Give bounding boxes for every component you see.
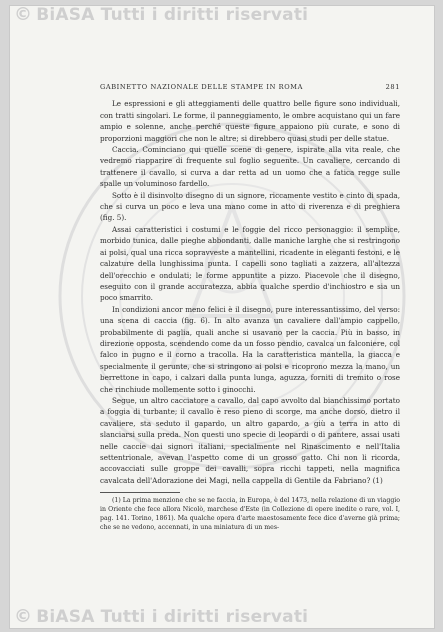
watermark-bottom (14, 606, 308, 626)
copyright-icon: © (14, 606, 33, 627)
running-header (100, 82, 400, 93)
watermark-top (14, 4, 308, 24)
paragraph: Segue, un altro cacciatore a cavallo, dal capo avvolto dal bianchissimo portato a foggia di turbante; il cavallo è reso pieno di scorge, ma anche dorso, dietro il cavaliere, sta seduto il gapardo, un altro gapardo, a giù a terra in atto di slanciarsi sulla preda. Non questi uno specie di leopardi o di pantere, assai usati nelle caccie dai signori italiani, specialmente nel Rinascimento e nell'Italia settentrionale, avevan l'aspetto come di un grosso gatto. Chi non li ricorda, accovacciati sulle groppe dei cavalli, sopra ricchi tappeti, nella magnifica cavalcata dell'Adorazione dei Magi, nella cappella di Gentile da Fabriano? (1) (100, 395, 400, 485)
running-head: GABINETTO NAZIONALE DELLE STAMPE IN ROMA (100, 83, 303, 91)
footnote-divider (100, 492, 180, 493)
paragraph: In condizioni ancor meno felici è il disegno, pure interessantissimo, del verso: una scena di caccia (fig. 6). In alto avanza un cavaliere dall'ampio cappello, probabilmente di paglia, quali anche si usavano per la caccia. Più in basso, in direzione opposta, scendendo come da un fosso pendio, cavalca un falconiere, col falco in pugno e il corno a tracolla. Ha la caratteristica mantella, la giacca e specialmente il gerunte, che si stringono ai polsi e ricoprono mezza la mano, un berrettone in capo, i calzari dalla punta lunga, aguzza, forniti di tremito o rose che rinchiude mollemente sotto i ginocchi. (100, 304, 400, 394)
paragraph: Le espressioni e gli atteggiamenti delle quattro belle figure sono individuali, con tratti singolari. Le forme, il panneggiamento, le ombre acquistano qui un fare ampio e solenne, anche perché queste figure appaiono più curate, e sono di proporzioni maggiori che non le altre; si direbbero quasi studi per delle statue. (100, 99, 400, 143)
paragraph: Sotto è il disinvolto disegno di un signore, riccamente vestito e cinto di spada, che si curva un poco e leva una mano come in atto di riverenza e di preghiera (fig. 5). (100, 190, 400, 223)
footnote: (1) La prima menzione che se ne faccia, in Europa, è del 1473, nella relazione di un viaggio in Oriente che fece allora Nicolò, marchese d'Este (in Collezione di opere inedite o rare, vol. I, pag. 141. Torino, 1861). Ma qualche opera d'arte maestosamente fece dice d'averne già prima; che se ne vedono, accennati, in una miniatura di un mes- (100, 497, 400, 532)
copyright-icon: © (14, 4, 33, 25)
paragraph: Assai caratteristici i costumi e le foggie del ricco personaggio: il semplice, morbido tunica, dalle pieghe abbondanti, dalle maniche larghe che si restringono ai polsi, qual una ricca sopravveste a mantellini, ricadente in eleganti festoni, e le calzature della lunghissima punta. I capelli sono tagliati a zazzera, all'altezza dell'orecchio e ondulati; le forme appuntite a pizzo. Piacevole che il disegno, eseguito con il grande accuratezza, abbia qualche sperdio d'inchiostro e sia un poco smarrito. (100, 224, 400, 303)
book-page (100, 82, 400, 532)
paragraph: Caccia. Cominciano qui quelle scene di genere, ispirate alla vita reale, che vedremo riapparire di frequente sul foglio seguente. Un cavaliere, cercando di trattenere il cavallo, si curva a dar retta ad un uomo che a fatica regge sulle spalle un voluminoso fardello. (100, 145, 400, 189)
watermark-text: BiASA Tutti i diritti riservati (36, 5, 309, 25)
page-number: 281 (385, 83, 400, 91)
watermark-text: BiASA Tutti i diritti riservati (36, 607, 309, 627)
